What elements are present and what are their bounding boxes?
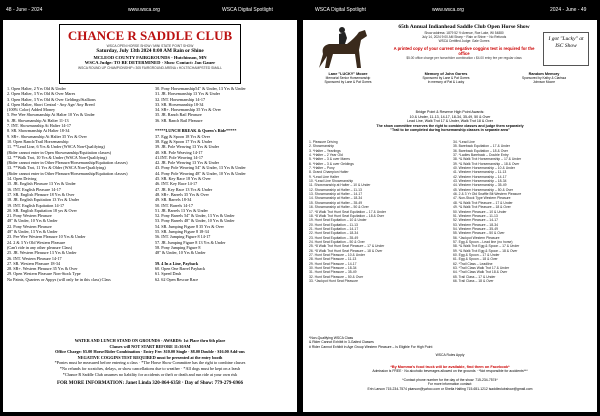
class-item: 2. Showmanship: [309, 144, 335, 149]
coggins-notice: [389, 46, 539, 61]
class-item: 32. INT. Horsemanship 14-17: [155, 96, 206, 102]
awards-line: Bridge Point & Reserve High Point Awards:: [415, 110, 485, 114]
class-item: 34. SR+. Horsemanship 35 Yrs & Over: [155, 107, 221, 113]
show-address: Show address: 1879 52 ½ Avenue, Roe Lake, WI 54880: [424, 31, 504, 35]
show-date: Saturday, July 13th 2024 8:00 AM Rain or Shine: [96, 48, 204, 54]
class-item: 38. *& Walk Trot Horsemanship – 17 & Under: [453, 157, 522, 162]
class-item: 27. Hunt Seat Pleasure – 10 & Under: [309, 252, 365, 257]
class-item: 61. Speed Dash: [155, 271, 182, 277]
class-item: 24. Hunt Seat Equitation – 50 & Over: [309, 239, 365, 244]
show-approval: WSCA OPEN HORSE SHOW / MINI STATE POINT SHOW: [106, 44, 194, 48]
class-item: (Rider cannot enter in Open Showmanship/Equitation classes): [7, 149, 112, 155]
class-item: 8. Grand Champion Halter: [309, 170, 349, 175]
class-item: 58. *& Walk Trot Egg & Spoon – 17 & Under: [453, 244, 520, 249]
awards-line: Lead Line, Walk Trot 17 & Under, Walk Trot 18 & Over: [406, 119, 494, 124]
class-item: 19. Hunt Seat Equitation – 10 & Under: [309, 218, 367, 223]
show-details: [389, 31, 539, 43]
class-item: 15. Showmanship at Halter – 35-49: [309, 200, 363, 205]
show-title-box: [59, 24, 241, 84]
class-item: 18. JR. English Equitation 13 Yrs & Under: [7, 197, 80, 203]
memorial-2: [405, 72, 487, 104]
class-item: 33. *Jackpot Hunt Seat Pleasure: [309, 279, 359, 283]
class-item: 48" & Under, 13 Yrs & Under: [7, 229, 58, 235]
left-page: [3, 20, 297, 412]
class-item: 22. Hunt Seat Equitation – 18-34: [309, 231, 359, 236]
class-list-left: [309, 140, 447, 283]
class-item: 21. Hunt Seat Equitation – 14-17: [309, 226, 359, 231]
class-item: 50. INT. Barrels 14-17: [155, 202, 193, 208]
class-item: 14. Showmanship at Halter – 18-34: [309, 196, 363, 201]
right-footer: [309, 336, 591, 391]
memorial-3: [503, 72, 585, 104]
awards-line: 10 & Under, 11-13, 14-17, 18-34, 35-49, 50 & Over: [409, 114, 491, 119]
awards-info: [323, 110, 577, 133]
class-item: 25. JR. Western Pleasure 13 Yrs & Under: [7, 250, 77, 256]
class-item: 42. JR. Pole Weaving 13 Yrs & Under: [155, 160, 219, 166]
class-item: 35. Bareback Equitation – 17 & Under: [453, 144, 510, 149]
footer-line: For more information contact:: [427, 382, 473, 387]
class-item: 46. INT. Key Race 14-17: [155, 181, 198, 187]
class-item: 48" & Under, 10 Yrs & Under: [7, 218, 58, 224]
club-name: CHANCE R SADDLE CLUB: [67, 28, 233, 43]
class-item: 57. Egg & Spoon – Lead line (no horse): [453, 239, 513, 244]
class-item: No Paints, Quarters or Appys (will only be in this class) Class: [7, 276, 111, 282]
class-list-left: [7, 86, 145, 282]
class-item: 50. Western Pleasure – 10 & Under: [453, 209, 507, 214]
memorial-line: Sponsored by Lane & Pat Gorres: [324, 80, 372, 84]
class-item: 3. *Halter – Yearlings: [309, 148, 341, 153]
class-item: 17. *8 Walk Trot Hunt Seat Equitation – 17 & Under: [309, 209, 386, 214]
class-item: 32. Hunt Seat Pleasure – 50 & Over: [309, 274, 364, 279]
class-item: 17. SR. English Pleasure 18 Yrs & Over: [7, 191, 75, 197]
class-item: 65. Trail Class – 17 & Under: [453, 274, 496, 279]
class-item: 7. *Halter – Pony: [309, 166, 335, 171]
class-item: 41.INT. Pole Weaving 14-17: [155, 154, 204, 160]
class-item: 62. *Trail Class – Leadline: [453, 261, 493, 266]
class-item: 20. SR. English Equitation 18 yrs & Over: [7, 207, 77, 213]
class-item: 25. *8 Walk Trot Hunt Seat Pleasure – 17 & Under: [309, 244, 385, 249]
class-item: 59. 4 In a Line, Payback: [155, 260, 199, 266]
class-item: 35. JR. Ranch Rail Pleasure: [155, 112, 202, 118]
class-item: 13. **Walk Trot, 11 Yrs & Older (WSCA Non-Qualifying): [7, 165, 106, 171]
class-item: 13. Showmanship at Halter – 14-17: [309, 192, 363, 197]
class-item: 10. *Lead Line Showmanship: [309, 179, 354, 184]
class-item: 18. *8 Walk Trot Hunt Seat Equitation – 18 & Over: [309, 213, 385, 218]
class-item: 9. *Lead Line Halter: [309, 174, 339, 179]
class-item: 1. Open Halter, 2 Yrs Old & Under: [7, 86, 66, 91]
left-page-date: 48 - June - 2024: [6, 7, 43, 13]
class-item: 24. 2 & 3 Yr Old Western Pleasure: [7, 239, 66, 245]
class-item: 9. SR+. Showmanship At Halter 35 Yrs & Over: [7, 133, 87, 139]
class-item: 27. SR. Western Pleasure 18-34: [7, 260, 61, 266]
class-item: 36. SR. Ranch Rail Pleasure: [155, 117, 203, 123]
class-item: 11. **Lead Line, 6 Yrs & Under (WSCA Non-Qualifying): [7, 144, 105, 150]
class-item: 38. Egg & Spoon 17 Yrs & Under: [155, 138, 213, 144]
class-item: 30. Hunt Seat Pleasure – 18-34: [309, 265, 357, 270]
class-item: 26. *8 Walk Trot Hunt Seat Pleasure – 18 & Over: [309, 248, 383, 253]
footer-line: *No refunds for scratches, delays, or show cancellations due to weather · *All dogs must be kept on a leash: [59, 365, 241, 371]
footer-line: WSCA Rules Apply: [435, 353, 465, 358]
class-item: 43. Pony Pole Weaving 54" & Under, 13 Yrs & Under: [155, 165, 246, 171]
footer-line: Office Charge: $5.00 Horse/Rider Combination · Entry Fee: $10.00 Single · $8.00 Double · $16.00 Add-ons: [55, 349, 245, 355]
class-item: 2. Open Halter, 3 Yrs Old & Over Mares: [7, 91, 76, 97]
page-header: [0, 0, 600, 20]
class-item: 23. Hunt Seat Equitation – 35-49: [309, 235, 359, 240]
class-item: 30. Pony Horsemanship54" & Under, 13 Yrs & Under: [155, 86, 246, 91]
class-item: (Rider cannot enter in Other Pleasure/Horsemanship/Equitation classes): [7, 160, 128, 166]
class-item: 60. Egg & Spoon – 17 & Under: [453, 252, 500, 257]
class-item: 29. Hunt Seat Pleasure – 14-17: [309, 261, 357, 266]
class-item: 39. *& Walk Trot Horsemanship – 18 & Over: [453, 161, 520, 166]
class-item: 49. SR. Barrels 18-34: [155, 197, 192, 203]
right-page-date: 2024 - June - 49: [550, 7, 587, 13]
class-item: 21. Pony Western Pleasure: [7, 213, 52, 219]
class-item: 55. Western Pleasure – 50 & Over: [453, 231, 505, 236]
class-item: 44. Pony Pole Weaving 48" & Under, 10 Yrs & Under: [155, 170, 246, 176]
class-item: 37. Egg & Spoon 18 Yrs & Over: [155, 133, 210, 139]
class-item: 53. Western Pleasure – 18-34: [453, 222, 498, 227]
footer-line: & Rider Cannot Exhibit in 3-Gaited Classes: [309, 340, 374, 345]
class-item: 5. *Halter – 3 & over Mares: [309, 157, 350, 162]
left-site-url[interactable]: www.wsca.org: [128, 7, 160, 13]
class-item: 37. *Ladies Bareback – Double Entry: [453, 153, 509, 158]
horse-rider-image: [309, 24, 379, 72]
class-item: 31. JR. Horsemanship 13 Yrs & Under: [155, 91, 220, 97]
class-item: 33. SR. Horsemanship 18-34: [155, 101, 204, 107]
class-item: 11. Showmanship at Halter – 10 & Under: [309, 183, 371, 188]
right-site-url[interactable]: www.wsca.org: [432, 7, 464, 13]
class-item: 54. SR. Jumping Figure 8 35 Yrs & Over: [155, 223, 224, 229]
class-item: 56. INT. Jumping Figure 8 14-17: [155, 234, 211, 240]
class-item: 63. *Trail Class Walk Trot 17 & Under: [453, 265, 510, 270]
class-item: 16. Showmanship at Halter – 50 & Over: [309, 205, 369, 210]
class-item: 47. JR. Key Race 13 Yrs & Under: [155, 186, 213, 192]
show-title: 65th Annual Indianhead Saddle Club Open Horse Show: [398, 24, 530, 30]
class-item: 58. Pony Jumping Figure 8: [155, 244, 201, 250]
class-item: 19. INT. English Equitation 14-17: [7, 202, 65, 208]
class-item: *****LUNCH BREAK & Queen's Ride*****: [155, 128, 237, 134]
awards-line: "Trail to be completed during horsemanship classes in separate area": [390, 128, 510, 133]
awards-line: The show committee reserves the right to combine classes and judge them separately: [376, 123, 524, 128]
class-item: 64. *Trail Class Walk Trot 18 & Over: [453, 270, 508, 275]
class-item: 66. Trail Class – 18 & Over: [453, 279, 494, 283]
memorial-line: Random Memory: [528, 72, 560, 76]
class-item: 45. Western Horsemanship – 50 & Over: [453, 187, 514, 192]
class-item: 22. Pony Western Pleasure: [7, 223, 52, 229]
class-item: 44. Western Horsemanship – 35-49: [453, 183, 507, 188]
class-item: 1. Pleasure Driving: [309, 140, 338, 144]
class-item: 45. SR. Key Race 18 Yrs & Over: [155, 176, 211, 182]
class-item: 36. Bareback Equitation – 18 & Over: [453, 148, 509, 153]
class-item: 52. Pony Barrels 54" & Under, 13 Yrs & Under: [155, 213, 235, 219]
class-item: 53. Pony Barrels 48" & Under, 10 Yrs & Under: [155, 218, 235, 224]
class-item: 40. Western Horsemanship – 10 & Under: [453, 166, 515, 171]
class-item: 42. Western Horsemanship – 14-17: [453, 174, 507, 179]
class-item: 28. SR+. Western Pleasure 35 Yrs & Over: [7, 266, 78, 272]
class-item: 59. *& Walk Trot Egg & Spoon – 18 & Over: [453, 248, 518, 253]
right-publication: WSCA Digital Spotlight: [315, 7, 366, 13]
right-page: [303, 20, 597, 412]
class-item: 23. Pee Wee Western Pleasure 10 Yrs & Under: [7, 234, 86, 240]
footer-line: Erin Larson 715-234-7574 pkarson@yahoo.com or Sheila Halting 715-651-1212 isaddleclubshow@gmail.com: [367, 386, 533, 391]
lucky-logo: I got "Lucky" at ISC Show: [543, 32, 589, 66]
footer-line: WATER AND LUNCH STAND ON GROUNDS · AWARDS: 1st Place thru 6th place: [74, 338, 226, 343]
class-item: 15. JR. English Pleasure 13 Yrs & Under: [7, 181, 76, 187]
class-item: 52. Western Pleasure – 14-17: [453, 218, 498, 223]
class-item: (100% Color) Added Money: [7, 107, 56, 113]
memorial-line: Memory of John Gorres: [424, 72, 468, 76]
footer-line: *By Momma's food truck will be available, find them on Facebook*: [390, 365, 510, 370]
class-item: 55. SR. Jumping Figure 8 18-34: [155, 229, 209, 235]
footer-line: *Chance R Saddle Club assumes no liability for accidents or theft or death and run ride at your own risk: [62, 371, 238, 377]
class-list-right: [453, 140, 591, 283]
class-item: 48. SR+. Barrels 35 Yrs & Over: [155, 191, 209, 197]
class-item: (Can't ride in any other pleasure Class): [7, 244, 73, 250]
footer-line: *Contact phone number for the day of the show: 715-234-7574*: [402, 378, 498, 383]
class-item: 4. Open Halter, Short Central - Any Age/ Any Breed: [7, 101, 95, 107]
show-contact: WSCA Judge: TO BE DETERMINED · Show Contact: Jan Gauer: [84, 60, 216, 66]
footer-line: Admission is FREE · No alcoholic beverages allowed on the grounds · *Not responsible for accidents***: [372, 369, 528, 374]
class-item: 28. Hunt Seat Pleasure – 11-13: [309, 257, 357, 262]
class-item: 5. Pee Wee Showmanship At Halter 10 Yrs & Under: [7, 112, 95, 118]
footer-line: # Rider Cannot Exhibit in Age Group Western Pleasure – Is Eligible For High Point: [309, 344, 433, 349]
class-item: 31. Hunt Seat Pleasure – 35-49: [309, 270, 357, 275]
class-item: 47. Non-Stock Type Western Pleasure: [453, 196, 511, 201]
class-item: 48. *& Walk Trot Pleasure – 17 & Under: [453, 200, 513, 205]
class-item: 10. Open Ranch/Trail Horsemanship: [7, 138, 69, 144]
class-item: 29. Open Western Pleasure Non-Stock Type: [7, 271, 81, 277]
footer-line: Classes will NOT START BEFORE 11:30AM: [109, 343, 191, 349]
class-item: 16. INT. English Pleasure 14-17: [7, 186, 61, 192]
class-item: 34. *Lead Line: [453, 140, 475, 144]
left-publication: WSCA Digital Spotlight: [222, 7, 273, 13]
memorial-line: Sponsored by Kathy & Clarissa: [521, 76, 567, 80]
arena-note: WSCA ROUND UP CHAMPIONSHIP • 305 FAIRGROUND ARENA • HOLTSCHAMPSTED SMALL: [78, 65, 222, 70]
class-item: 60. Open One Barrel Payback: [155, 266, 206, 272]
judge: WSCA Certified Judge: Gale Gorres: [438, 39, 490, 43]
class-list-right: [155, 86, 293, 282]
memorial-1: [307, 72, 389, 104]
class-item: 12. Showmanship at Halter – 11-13: [309, 187, 362, 192]
class-item: 49. *& Walk Trot Pleasure – 18 & Over: [453, 205, 511, 210]
fees-text: $5.00 office charge per horse/rider combination • $4.00 entry fee per regular class: [406, 56, 522, 60]
footer-line: *Ponies must be measured before entering a class · *The Horse Show Committee has the right to combine classes: [54, 360, 246, 366]
more-info: FOR MORE INFORMATION: Janet Linda 320-864-6358 · Day of Show: 779-279-6966: [56, 381, 243, 387]
class-item: 20. Hunt Seat Equitation – 11-13: [309, 222, 358, 227]
class-item: (Rider cannot enter in Other Pleasure/Horsemanship/Equitation classes): [7, 170, 128, 176]
class-item: 8. SR. Showmanship At Halter 18-34: [7, 128, 70, 134]
left-footer: [7, 338, 293, 387]
class-item: 56. *Jackpot Western Pleasure: [453, 235, 500, 240]
class-item: 57. JR. Jumping Figure 8 13 Yrs & Under: [155, 239, 226, 245]
class-item: 7. INT. Showmanship At Halter 14-17: [7, 123, 72, 129]
class-item: 54. Western Pleasure – 35-49: [453, 226, 498, 231]
show-location: MCLEOD COUNTY FAIRGROUNDS - Hutchinson, MN: [93, 54, 207, 60]
footer-line: NEGATIVE COGGINS TEST REQUIRED must be presented at the entry booth: [77, 354, 223, 360]
class-item: 3. Open Halter, 3 Yrs Old & Over Geldings/Stallions: [7, 96, 96, 102]
class-item: 43. Western Horsemanship – 18-34: [453, 179, 507, 184]
class-item: 12. **Walk Trot, 10 Yrs & Under (WSCA Non-Qualifying): [7, 154, 107, 160]
class-item: 46. 2 & 3 Yr Old Snaffle Bit Western Pleasure: [453, 192, 522, 197]
class-item: 51. JR. Barrels 13 Yrs & Under: [155, 207, 208, 213]
class-item: 6. *Halter – 3 & over Geldings: [309, 161, 354, 166]
class-item: 61. Egg & Spoon – 18 & Over: [453, 257, 498, 262]
memorial-line: Sponsored by Lane & Pat Gorres: [422, 76, 470, 80]
class-item: 14. Open Driving: [7, 176, 37, 182]
memorial-line: Lane "LUCKY" Moore: [328, 72, 368, 76]
footer-line: *Non-Qualifying WSCA Class: [309, 336, 354, 340]
class-item: 6. JR. Showmanship At Halter 11-13: [7, 117, 69, 123]
class-item: 26. INT. Western Pleasure 14-17: [7, 255, 62, 261]
class-item: 4. *Halter – 2 Year Old: [309, 153, 343, 158]
class-item: 51. Western Pleasure – 11-13: [453, 213, 498, 218]
memorial-line: Johnson Moore: [533, 80, 555, 84]
memorial-line: Memorial Senior Horsemanship: [325, 76, 371, 80]
class-item: 40. SR. Pole Weaving 14-17: [155, 149, 203, 155]
memorial-line: In memory of Pat & Lucky: [427, 80, 465, 84]
class-item: 48" & Under, 10 Yrs & Under: [155, 250, 206, 256]
class-item: 62. 62 Open Rescue Race: [155, 276, 199, 282]
show-date: July 14, 2024 9:00 AM Sharp ~ Rain or Shine ~ No Refunds: [421, 35, 507, 39]
footer-line: [309, 358, 591, 362]
class-item: 41. Western Horsemanship – 11-13: [453, 170, 507, 175]
class-item: 39. JR. Pole Weaving 13 Yrs & Under: [155, 144, 219, 150]
coggins-text: A printed copy of your current negative coggins test is required for the office: [393, 46, 535, 56]
